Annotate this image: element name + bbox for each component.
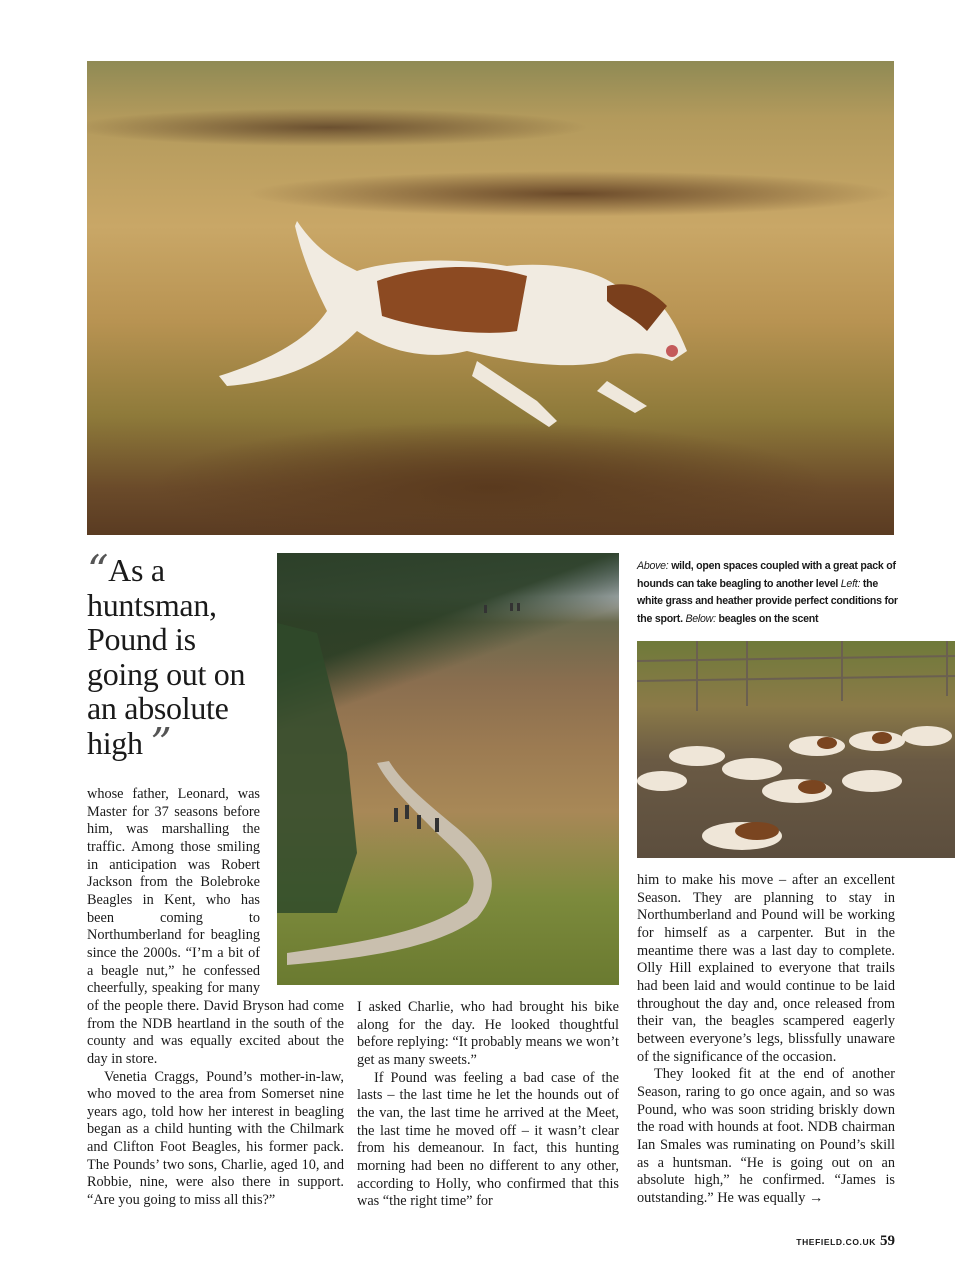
site-name: THEFIELD.CO.UK: [796, 1237, 876, 1247]
paragraph: If Pound was feeling a bad case of the lasts – the last time he let the hounds out of the van, the last time he arrived at the Meet, the last time he moved off – it wasn’t clear from his demeanour. In fact, this hunting morning had been no different to any other, according to Holly, who confirmed that this was “the right time” for: [357, 1069, 619, 1210]
beagle-pack-illustration: [637, 641, 955, 858]
paragraph: [637, 1066, 895, 1207]
caption-above-text: wild, open spaces coupled with a great pack of hounds can take beagling to another level: [637, 560, 896, 590]
photo-caption: [637, 558, 899, 628]
paragraph: Venetia Craggs, Pound’s mother-in-law, who moved to the area from Somerset nine years ago, told how her interest in beagling began as a child hunting with the Chilmark and Clifton Foot Beagles, his former pack. The Pounds’ two sons, Charlie, aged 10, and Robbie, nine, were also there in support. “Are you going to miss all this?”: [87, 1068, 344, 1209]
caption-below-label: Below:: [685, 612, 716, 625]
caption-above-label: Above:: [637, 560, 669, 572]
article-column-1: [87, 786, 344, 1210]
photo-beagle-running: [87, 61, 894, 535]
pull-quote: [87, 546, 272, 768]
article-column-3: [637, 872, 895, 1207]
page-number: 59: [880, 1233, 895, 1249]
paragraph-text: They looked fit at the end of another Season, raring to go once again, and so was Pound, who was soon striding briskly down the road with hounds at foot. NDB chairman Ian Smales was ruminating on Pound’s skill as a huntsman. “He is going out on an absolute high,” he confirmed. “James is outstanding.” He was equally: [637, 1066, 895, 1206]
caption-left-label: Left:: [840, 577, 861, 590]
pull-quote-text: As a huntsman, Pound is going out on an absolute high: [87, 552, 246, 761]
paragraph: him to make his move – after an excellent Season. They are planning to stay in Northumberland and Pound will be working for himself as a carpenter. But in the meantime there was a last day to complete. Olly Hill explained to everyone that trails had been laid and would continue to be laid throughout the day and, once released from their van, the beagles scampered eagerly between everyone’s legs, blissfully unaware of the significance of the occasion.: [637, 872, 895, 1065]
paragraph: I asked Charlie, who had brought his bike along for the day. He looked thoughtful before replying: “It probably means we won’t get as many sweets.”: [357, 999, 619, 1068]
article-column-2: [357, 999, 619, 1211]
paragraph: whose father, Leonard, was Master for 37 seasons before him, was marshalling the traffic. Among those smiling in anticipation was Robert Jackson from the Bolebroke Beagles in Kent, who has been coming to Northumberland for beagling since the 2000s. “I’m a bit of a beagle nut,” he confessed cheerfully, speaking for many of the people there. David Bryson had come from the NDB heartland in the south of the county and was equally excited about the day in store.: [87, 786, 344, 1067]
close-quote-mark: ”: [150, 718, 172, 768]
page-footer: [796, 1233, 895, 1250]
photo-beagle-pack: [637, 641, 955, 858]
caption-below-text: beagles on the scent: [718, 612, 819, 625]
open-quote-mark: “: [87, 546, 109, 595]
caption-left-text: the white grass and heather provide perfect conditions for the sport.: [637, 577, 898, 625]
beagle-illustration: [87, 61, 894, 535]
continue-arrow-icon: →: [808, 1189, 824, 1206]
